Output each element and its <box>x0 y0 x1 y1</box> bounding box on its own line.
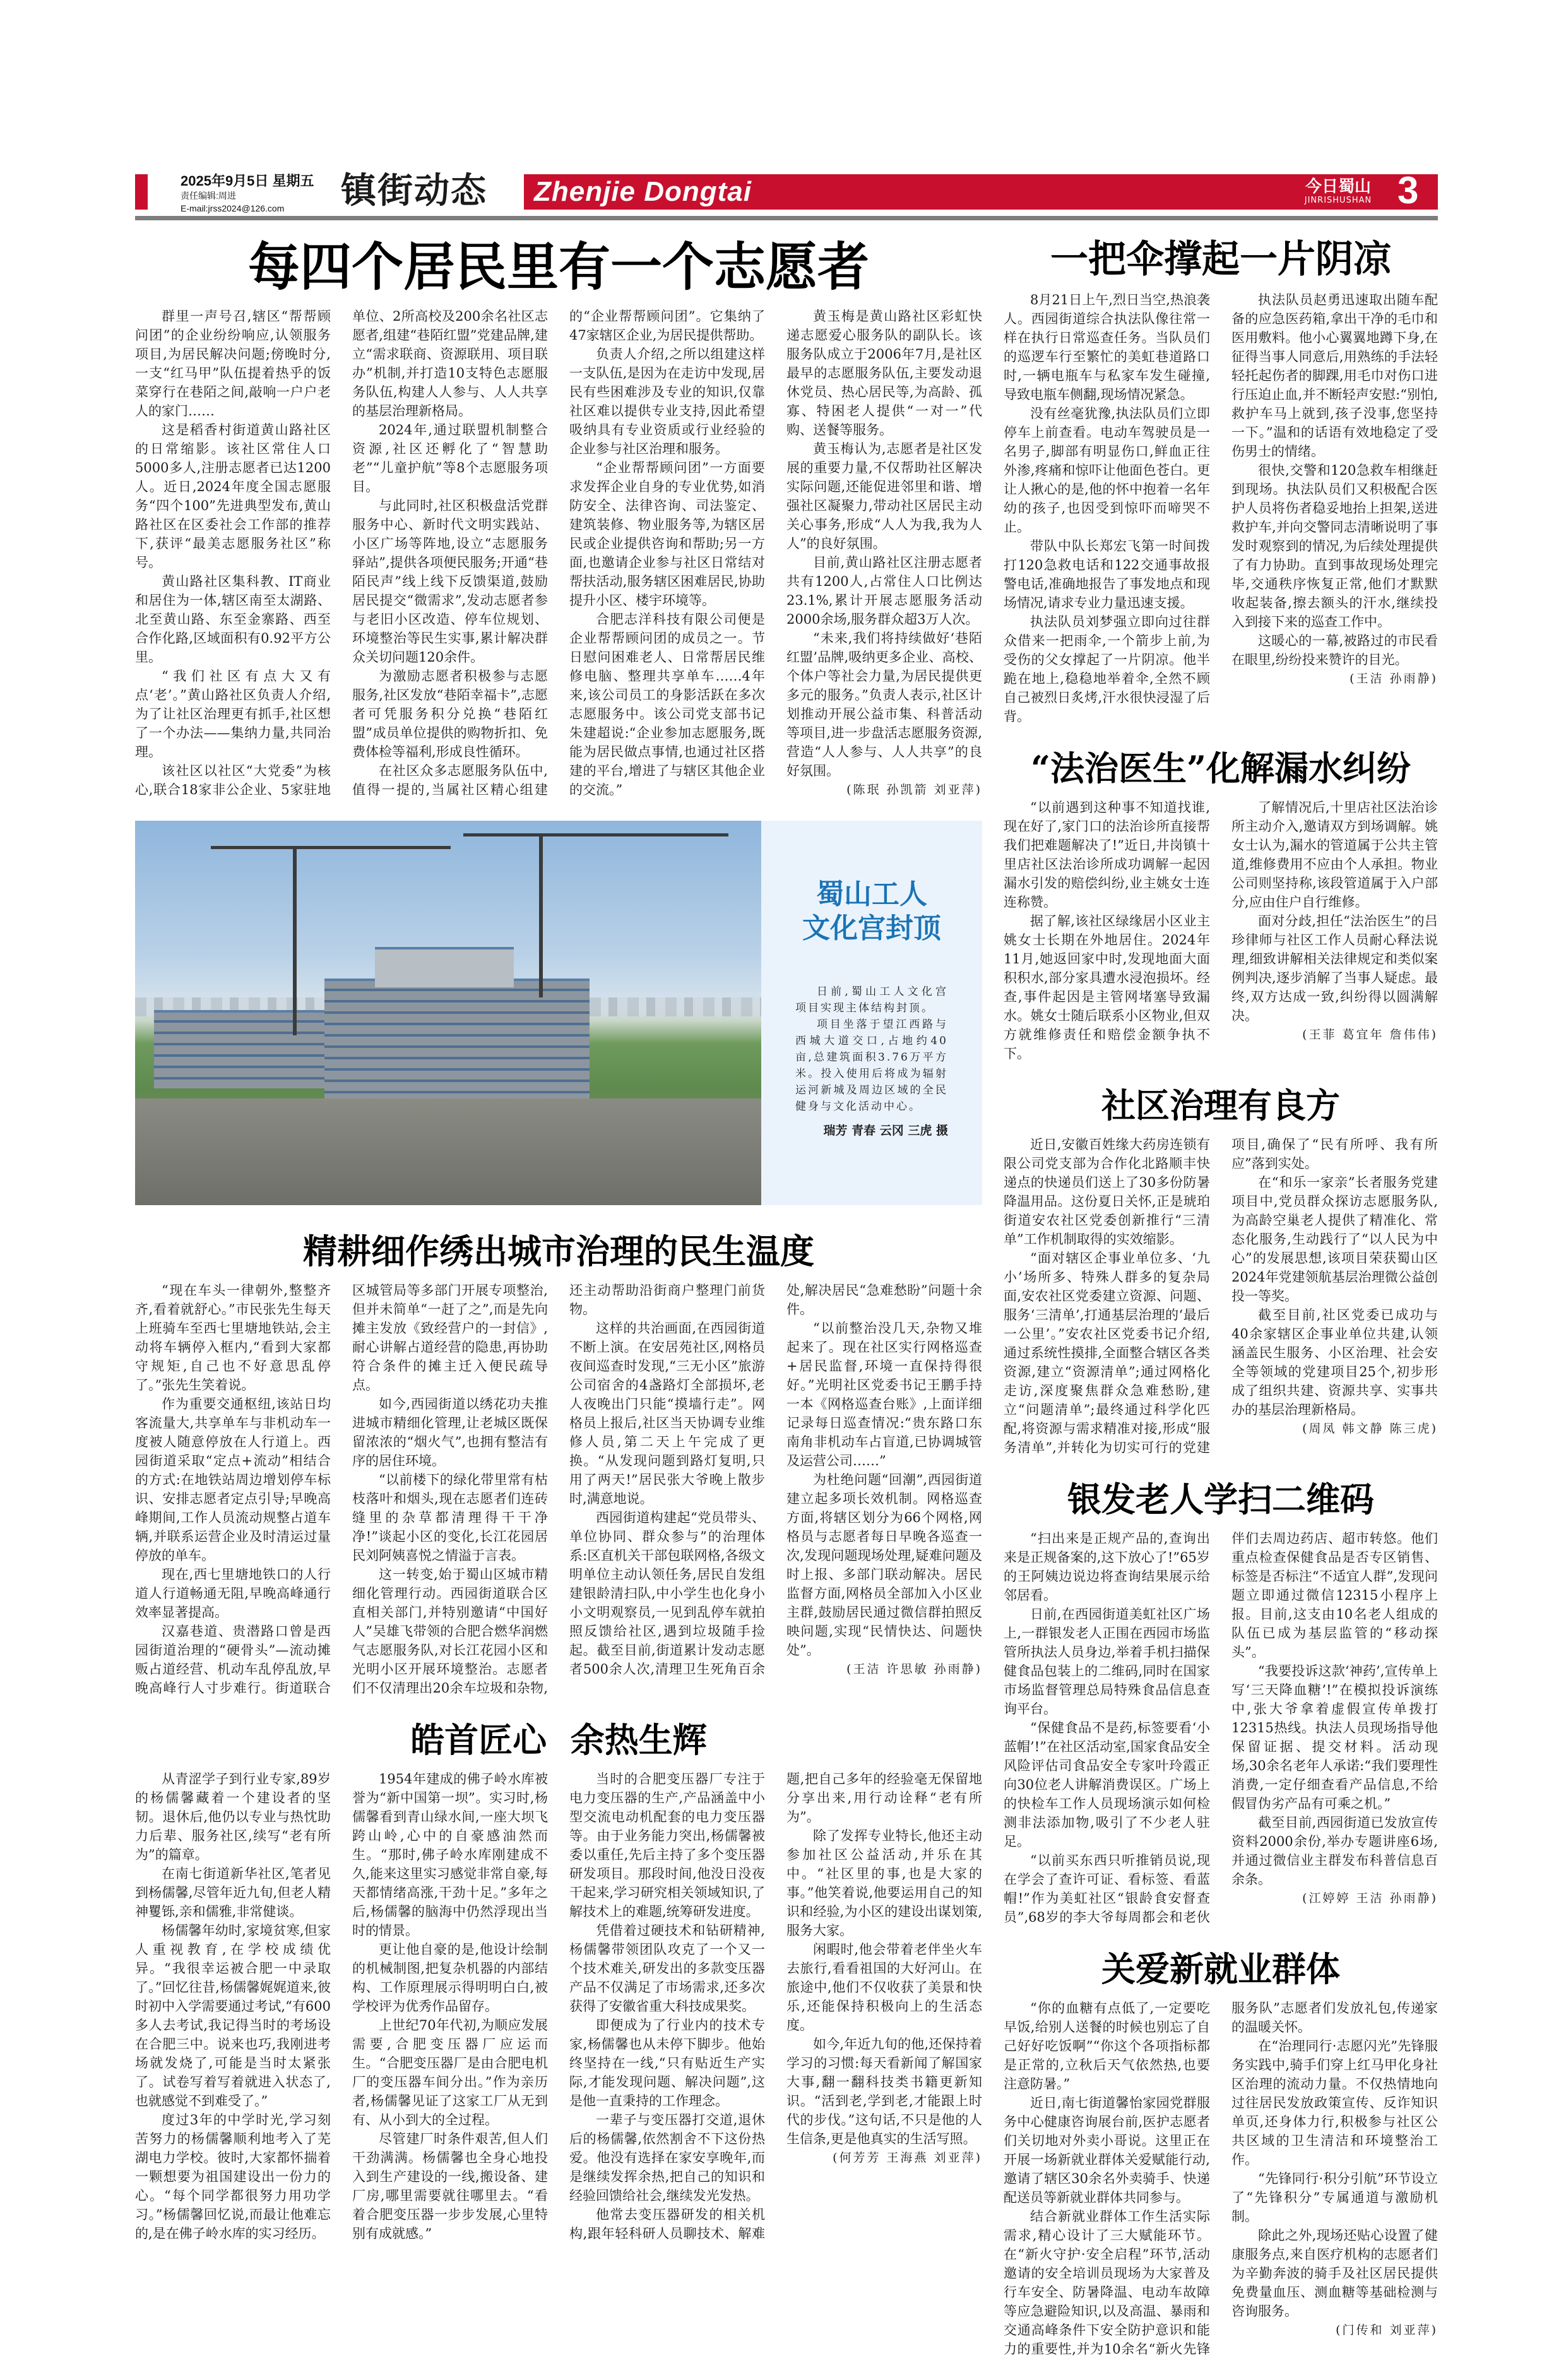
section-title-pinyin: Zhenjie Dongtai <box>534 176 752 207</box>
header-divider <box>135 216 1438 220</box>
page-body <box>135 237 1438 2380</box>
article-paragraph: 与此同时,社区积极盘活党群服务中心、新时代文明实践站、小区广场等阵地,设立“志愿服务驿站”,提供各项便民服务;开通“巷陌民声”线上线下反馈渠道,鼓励居民提交“微需求”,发动志愿者参与老旧小区改造、停车位规划、环境整治等民生实事,累计解决群众关切问题120余件。 <box>352 498 548 665</box>
article-paragraph: 西园街道构建起“党员带头、单位协同、群众参与”的治理体系:区直机关干部包联网格,各级文明单位主动认领任务,居民自发组建银龄清扫队,中小学生也化身小小文明观察员,一见到乱停车就拍照反馈给社区,遇到垃圾随手捡起。截至目前,街道累计发动志愿者500余人次,清理卫生死角百余处,解决居民“急难愁盼”问题十余件。 <box>569 1283 982 1677</box>
photo-caption-text <box>795 984 948 1115</box>
article-paragraph: 凭借着过硬技术和钻研精神,杨儒馨带领团队攻克了一个又一个技术难关,研发出的多款变压器产品不仅满足了市场需求,还多次获得了安徽省重大科技成果奖。 <box>569 1923 765 2014</box>
article-paragraph: 如今,西园街道以绣花功夫推进城市精细化管理,让老城区既保留浓浓的“烟火气”,也拥有整洁有序的居住环境。 <box>352 1396 548 1468</box>
editor-credit: 责任编辑:周进 <box>181 191 236 201</box>
photo-caption-box <box>761 821 982 1205</box>
article-paragraph: “以前买东西只听推销员说,现在学会了查许可证、看标签、看蓝帽!”作为美虹社区“银龄食安督查员”,68岁的李大爷每周都会和老伙伴们去周边药店、超市转悠。他们重点检查保健食品是否专区销售、标签是否标注“不适宜人群”,发现问题立即通过微信12315小程序上报。目前,这支由10名老人组成的队伍已成为基层监管的“移动探头”。 <box>1004 1531 1438 1925</box>
article-paragraph: “先锋同行·积分引航”环节设立了“先锋积分”专属通道与激励机制。 <box>1231 2171 1438 2224</box>
left-column <box>135 237 982 2264</box>
newspaper-name-cn: 今日蜀山 <box>1305 177 1371 196</box>
article-paragraph: 为激励志愿者积极参与志愿服务,社区发放“巷陌幸福卡”,志愿者可凭服务积分兑换“巷陌红盟”成员单位提供的购物折扣、免费体检等福利,形成良性循环。 <box>352 669 548 759</box>
article-paragraph: 1954年建成的佛子岭水库被誉为“新中国第一坝”。实习时,杨儒馨看到青山绿水间,一座大坝飞跨山岭,心中的自豪感油然而生。“那时,佛子岭水库刚建成不久,能来这里实习感觉非常自豪,每天都情绪高涨,干劲十足。”多年之后,杨儒馨的脑海中仍然浮现出当时的情景。 <box>352 1771 548 1938</box>
photo-crane-mast <box>293 846 297 1035</box>
photo-building-main <box>324 979 590 1114</box>
article-paragraph: “未来,我们将持续做好‘巷陌红盟’品牌,吸纳更多企业、高校、个体户等社会力量,为居民提供更多元的服务。”负责人表示,社区计划推动开展公益市集、科普活动等项目,进一步盘活志愿服务资源,营造“人人参与、人人共享”的良好氛围。 <box>786 631 982 778</box>
article-law-doctor <box>1004 747 1438 1063</box>
article-paragraph: 合肥志洋科技有限公司便是企业帮帮顾问团的成员之一。节日慰问困难老人、日常帮居民维修电脑、整理共享单车……4年来,该公司员工的身影活跃在多次志愿服务中。该公司党支部书记朱建超说:“企业参加志愿服务,既能为居民做点事情,也通过社区搭建的平台,增进了与辖区其他企业的交流。” <box>569 612 765 797</box>
article-paragraph: 即便成为了行业内的技术专家,杨儒馨也从未停下脚步。他始终坚持在一线,“只有贴近生产实际,才能发现问题、解决问题”,这是他一直秉持的工作理念。 <box>569 2018 765 2109</box>
article-paragraph: 没有丝毫犹豫,执法队员们立即停车上前查看。电动车驾驶员是一名男子,脚部有明显伤口,鲜血正往外渗,疼痛和惊吓让他面色苍白。更让人揪心的是,他的怀中抱着一名年幼的孩子,也因受到惊吓而啼哭不止。 <box>1004 406 1210 535</box>
article-paragraph: “我要投诉这款‘神药’,宣传单上写‘三天降血糖’!”在模拟投诉演练中,张大爷拿着虚假宣传单拨打12315热线。执法人员现场指导他保留证据、提交材料。活动现场,30余名老年人承诺:“我们要理性消费,一定仔细查看产品信息,不给假冒伪劣产品有可乘之机。” <box>1231 1663 1438 1811</box>
article-paragraph: 作为重要交通枢纽,该站日均客流量大,共享单车与非机动车一度被人随意停放在人行道上。西园街道采取“定点+流动”相结合的方式:在地铁站周边增划停车标识、安排志愿者定点引导;早晚高峰期间,工作人员流动规整占道车辆,并联系运营企业及时清运过量停放的单车。 <box>135 1396 331 1563</box>
article-silver <box>1004 1479 1438 1927</box>
masthead-meta <box>181 173 332 215</box>
right-column <box>1004 237 1438 2380</box>
photo-credit: 瑞芳 青春 云冈 三虎 摄 <box>823 1124 948 1138</box>
article-paragraph: “我们社区有点大又有点‘老’。”黄山路社区负责人介绍,为了让社区治理更有抓手,社区想了一个办法——集纳力量,共同治理。 <box>135 669 331 759</box>
article-craftsman-body <box>135 1770 982 2243</box>
article-refined <box>135 1230 982 1698</box>
article-new-jobs <box>1004 1948 1438 2359</box>
section-title: 镇街动态 <box>341 170 487 211</box>
issue-date: 2025年9月5日 星期五 <box>181 173 314 189</box>
article-paragraph: 汉嘉巷道、贵潜路口曾是西园街道治理的“硬骨头”—流动摊贩占道经营、机动车乱停乱放,早晚高峰行人寸步难行。街道联合区城管局等多部门开展专项整治,但并未简单“一赶了之”,而是先向摊主发放《致经营户的一封信》,耐心讲解占道经营的隐患,再协助符合条件的摊主迁入便民疏导点。 <box>135 1283 548 1696</box>
headline-volunteers: 每四个居民里有一个志愿者 <box>247 237 869 297</box>
photo-construction-ground <box>135 1098 761 1205</box>
headline-craftsman <box>135 1719 982 1761</box>
article-paragraph: 目前,黄山路社区注册志愿者共有1200人,占常住人口比例达23.1%,累计开展志愿服务活动2000余场,服务群众超3万人次。 <box>786 555 982 627</box>
article-paragraph: 这暖心的一幕,被路过的市民看在眼里,纷纷投来赞许的目光。 <box>1231 633 1438 667</box>
article-paragraph: 他常去变压器研发的相关机构,跟年轻科研人员聊技术、解难题,把自己多年的经验毫无保留地分享出来,用行动诠释“老有所为”。 <box>569 1771 982 2241</box>
article-paragraph: 带队中队长郑宏飞第一时间拨打120急救电话和122交通事故报警电话,准确地报告了事发地点和现场情况,请求专业力量迅速支援。 <box>1004 538 1210 610</box>
article-paragraph: 黄玉梅认为,志愿者是社区发展的重要力量,不仅帮助社区解决实际问题,还能促进邻里和谐、增强社区凝聚力,带动社区居民主动关心事务,形成“人人为我,我为人人”的良好氛围。 <box>786 441 982 551</box>
newspaper-name-en: JINRISHUSHAN <box>1304 196 1372 205</box>
article-paragraph: “你的血糖有点低了,一定要吃早饭,给别人送餐的时候也别忘了自己好好吃饭啊”“你这个各项指标都是正常的,立秋后天气依然热,也要注意防暑。” <box>1004 2001 1210 2091</box>
article-paragraph: “现在车头一律朝外,整整齐齐,看着就舒心。”市民张先生每天上班骑车至西七里塘地铁站,会主动将车辆停入框内,“看到大家都守规矩,自己也不好意思乱停了。”张先生笑着说。 <box>135 1283 331 1393</box>
article-paragraph: 在南七街道新华社区,笔者见到杨儒馨,尽管年近九旬,但老人精神矍铄,亲和儒雅,非常健谈。 <box>135 1866 331 1919</box>
article-paragraph: 闲暇时,他会带着老伴坐火车去旅行,看看祖国的大好河山。在旅途中,他们不仅收获了美景和快乐,还能保持积极向上的生活态度。 <box>786 1942 982 2033</box>
article-paragraph: 除了发挥专业特长,他还主动参加社区公益活动,并乐在其中。“社区里的事,也是大家的事。”他笑着说,他要运用自己的知识和经验,为小区的建设出谋划策,服务大家。 <box>786 1828 982 1938</box>
article-paragraph: “扫出来是正规产品的,查询出来是正规备案的,这下放心了!”65岁的王阿姨边说边将查询结果展示给邻居看。 <box>1004 1531 1210 1603</box>
article-paragraph: 这一转变,始于蜀山区城市精细化管理行动。西园街道联合区直相关部门,并特别邀请“中国好人”吴雄飞带领的合肥合燃华润燃气志愿服务队,对长江花园小区和光明小区开展环境整治。志愿者们不仅清理出20余车垃圾和杂物,还主动帮助沿街商户整理门前货物。 <box>352 1283 765 1696</box>
article-paragraph: 在“治理同行·志愿闪光”先锋服务实践中,骑手们穿上红马甲化身社区治理的流动力量。不仅热情地向过往居民发放政策宣传、反诈知识单页,还身体力行,积极参与社区公共区域的卫生清洁和环境整治工作。 <box>1231 2038 1438 2167</box>
headline-craftsman-part2: 余热生辉 <box>570 1720 707 1760</box>
headline-craftsman-part1: 皓首匠心 <box>410 1720 547 1760</box>
article-paragraph: 杨儒馨年幼时,家境贫寒,但家人重视教育,在学校成绩优异。“我很幸运被合肥一中录取了。”回忆往昔,杨儒馨娓娓道来,彼时初中入学需要通过考试,“有600多人去考试,我记得当时的考场设在合肥三中。说来也巧,我刚进考场就发烧了,可能是当时太紧张了。试卷写着写着就进入状态了,也就感觉不到难受了。” <box>135 1923 331 2109</box>
photo-feature <box>135 821 982 1205</box>
article-paragraph: 面对分歧,担任“法治医生”的吕珍律师与社区工作人员耐心释法说理,细致讲解相关法律规定和类似案例判决,逐步消解了当事人疑虑。最终,双方达成一致,纠纷得以圆满解决。 <box>1231 913 1438 1023</box>
article-paragraph: 更让他自豪的是,他设计绘制的机械制图,把复杂机器的内部结构、工作原理展示得明明白白,被学校评为优秀作品留存。 <box>352 1942 548 2014</box>
article-volunteers <box>135 237 982 799</box>
article-byline: (陈珉 孙凯箭 刘亚萍) <box>846 783 982 797</box>
article-paragraph: 8月21日上午,烈日当空,热浪袭人。西园街道综合执法队像往常一样在执行日常巡查任务。当队员们的巡逻车行至繁忙的美虹巷道路口时,一辆电瓶车与私家车发生碰撞,导致电瓶车侧翻,现场情况紧急。 <box>1004 292 1210 402</box>
article-paragraph: 执法队员刘梦强立即向过往群众借来一把雨伞,一个箭步上前,为受伤的父女撑起了一片阴凉。他半跪在地上,稳稳地举着伞,全然不顾自己被烈日炙烤,汗水很快浸湿了后背。 <box>1004 614 1210 724</box>
article-paragraph: 黄山路社区集科教、IT商业和居住为一体,辖区南至太湖路、北至黄山路、东至金寨路、西至合作化路,区域面积有0.92平方公里。 <box>135 574 331 665</box>
news-photo-workers-cultural-palace <box>135 821 761 1205</box>
headline-governance: 社区治理有良方 <box>1101 1085 1340 1126</box>
article-byline: (王洁 许思敏 孙雨静) <box>846 1662 982 1676</box>
article-byline: (王洁 孙雨静) <box>1349 672 1438 686</box>
article-refined-body <box>135 1281 982 1698</box>
article-new-jobs-body <box>1004 1999 1438 2359</box>
newspaper-name <box>1288 178 1389 206</box>
article-paragraph: 很快,交警和120急救车相继赶到现场。执法队员们又积极配合医护人员将伤者稳妥地抬上担架,送进救护车,并向交警同志清晰说明了事发时观察到的情况,为后续处理提供了有力协助。直到事故现场处理完毕,交通秩序恢复正常,他们才默默收起装备,擦去额头的汗水,继续投入到接下来的巡查工作中。 <box>1231 463 1438 629</box>
article-byline: (何芳芳 王海燕 刘亚萍) <box>833 2151 982 2165</box>
article-umbrella-body <box>1004 290 1438 726</box>
article-silver-body <box>1004 1529 1438 1927</box>
headline-law-doctor: “法治医生”化解漏水纠纷 <box>1030 748 1411 788</box>
masthead-red-tab <box>135 174 148 210</box>
photo-building-top <box>375 947 514 987</box>
article-paragraph: 这是稻香村街道黄山路社区的日常缩影。该社区常住人口5000多人,注册志愿者已达1200人。近日,2024年度全国志愿服务“四个100”先进典型发布,黄山路社区在区委社会工作部的推荐下,获评“最美志愿服务社区”称号。 <box>135 422 331 570</box>
article-paragraph: 截至目前,社区党委已成功与40余家辖区企事业单位共建,认领涵盖民生服务、小区治理、社会安全等领域的党建项目25个,初步形成了组织共建、资源共享、实事共办的基层治理新格局。 <box>1231 1307 1438 1417</box>
headline-umbrella: 一把伞撑起一片阴凉 <box>1050 237 1391 282</box>
article-paragraph: 一辈子与变压器打交道,退休后的杨儒馨,依然割舍不下这份热爱。他没有选择在家安享晚年,而是继续发挥余热,把自己的知识和经验回馈给社会,继续发光发热。 <box>569 2112 765 2203</box>
article-paragraph: 了解情况后,十里店社区法治诊所主动介入,邀请双方到场调解。姚女士认为,漏水的管道属于公共主管道,维修费用不应由个人承担。物业公司则坚持称,该段管道属于入户部分,应由住户自行维修。 <box>1231 800 1438 910</box>
page-number: 3 <box>1397 169 1419 211</box>
article-governance <box>1004 1085 1438 1457</box>
article-paragraph: “面对辖区企事业单位多、‘九小’场所多、特殊人群多的复杂局面,安农社区党委建立资源、问题、服务‘三清单’,打通基层治理的‘最后一公里’。”安农社区党委书记介绍,通过系统性摸排,全面整合辖区各类资源,建立“资源清单”;通过网格化走访,深度聚焦群众急难愁盼,建立“问题清单”;最终通过科学化匹配,将资源与需求精准对接,形成“服务清单”,并转化为切实可行的党建项目,确保了“民有所呼、我有所应”落到实处。 <box>1004 1137 1438 1455</box>
article-paragraph: 近日,南七街道馨怡家园党群服务中心健康咨询展台前,医护志愿者们关切地对外卖小哥说。这里正在开展一场新就业群体关爱赋能行动,邀请了辖区30余名外卖骑手、快递配送员等新就业群体共同参与。 <box>1004 2095 1210 2205</box>
headline-silver: 银发老人学扫二维码 <box>1067 1479 1374 1520</box>
article-paragraph: 在“和乐一家亲”长者服务党建项目中,党员群众探访志愿服务队,为高龄空巢老人提供了精准化、常态化服务,生动践行了“以人民为中心”的发展思想,该项目荣获蜀山区2024年党建领航基层治理微公益创投一等奖。 <box>1231 1175 1438 1304</box>
article-byline: (江婷婷 王洁 孙雨静) <box>1302 1891 1438 1905</box>
article-paragraph: 据了解,该社区绿缘居小区业主姚女士长期在外地居住。2024年11月,她返回家中时,发现地面大面积积水,部分家具遭水浸泡损坏。经查,事件起因是主管网堵塞导致漏水。姚女士随后联系小区物业,但双方就维修责任和赔偿金额争执不下。 <box>1004 913 1210 1061</box>
article-paragraph: 为杜绝问题“回潮”,西园街道建立起多项长效机制。网格巡查方面,将辖区划分为66个网格,网格员与志愿者每日早晚各巡查一次,发现问题现场处理,疑难问题及时上报、多部门联动解决。居民监督方面,网格员全部加入小区业主群,鼓励居民通过微信群拍照反映问题,实现“民情快达、问题快处”。 <box>786 1472 982 1658</box>
headline-refined-governance: 精耕细作绣出城市治理的民生温度 <box>303 1231 814 1271</box>
photo-caption-title-line1: 蜀山工人 <box>816 878 927 910</box>
article-paragraph: 该社区以社区“大党委”为核心,联合18家非公企业、5家驻地单位、2所高校及200余名社区志愿者,组建“巷陌红盟”党建品牌,建立“需求联商、资源联用、项目联办”机制,并打造10支特色志愿服务队伍,构建人人参与、人人共享的基层治理新格局。 <box>135 309 548 797</box>
article-paragraph: 当时的合肥变压器厂专注于电力变压器的生产,产品涵盖中小型交流电动机配套的电力变压器等。由于业务能力突出,杨儒馨被委以重任,先后主持了多个变压器研发项目。那段时间,他没日没夜干起来,学习研究相关领域知识,了解技术上的难题,统筹研发进度。 <box>569 1771 765 1919</box>
article-law-doctor-body <box>1004 798 1438 1063</box>
article-byline: (周凤 韩文静 陈三虎) <box>1302 1422 1438 1436</box>
caption-paragraph: 日前,蜀山工人文化宫项目实现主体结构封顶。 <box>795 985 948 1014</box>
article-paragraph: 如今,年近九旬的他,还保持着学习的习惯:每天看新闻了解国家大事,翻一翻科技类书籍更新知识。“活到老,学到老,才能跟上时代的步伐。”这句话,不只是他的人生信条,更是他真实的生活写照。 <box>786 2037 982 2146</box>
article-governance-body <box>1004 1135 1438 1457</box>
article-paragraph: 2024年,通过联盟机制整合资源,社区还孵化了“智慧助老”“儿童护航”等8个志愿服务项目。 <box>352 422 548 494</box>
article-paragraph: 除此之外,现场还贴心设置了健康服务点,来自医疗机构的志愿者们为辛勤奔波的骑手及社区居民提供免费量血压、测血糖等基础检测与咨询服务。 <box>1231 2228 1438 2319</box>
article-paragraph: “以前整治没几天,杂物又堆起来了。现在社区实行网格巡查+居民监督,环境一直保持得很好。”光明社区党委书记王鹏手持一本《网格巡查台账》,上面详细记录每日巡查情况:“贵东路口东南角非机动车占盲道,已协调城管及运营公司……” <box>786 1321 982 1468</box>
article-craftsman <box>135 1719 982 2243</box>
article-volunteers-body <box>135 307 982 799</box>
article-paragraph: 截至目前,西园街道已发放宣传资料2000余份,举办专题讲座6场,并通过微信业主群发布科普信息百余条。 <box>1231 1815 1438 1887</box>
article-byline: (王菲 葛宜年 詹伟伟) <box>1302 1028 1438 1042</box>
article-paragraph: 度过3年的中学时光,学习刻苦努力的杨儒馨顺利地考入了芜湖电力学校。彼时,大家都怀揣着一颗想要为祖国建设出一份力的心。“每个同学都很努力用功学习。”杨儒馨回忆说,而最让他难忘的,是在佛子岭水库的实习经历。 <box>135 2112 331 2241</box>
contact-email: E-mail:jrss2024@126.com <box>181 203 285 213</box>
headline-new-jobs: 关爱新就业群体 <box>1101 1949 1340 1989</box>
article-paragraph: 在社区众多志愿服务队伍中,值得一提的,当属社区精心组建的“企业帮帮顾问团”。它集纳了47家辖区企业,为居民提供帮助。 <box>352 309 765 797</box>
article-paragraph: “以前遇到这种事不知道找谁,现在好了,家门口的法治诊所直接帮我们把难题解决了!”近日,井岗镇十里店社区法治诊所成功调解一起因漏水引发的赔偿纠纷,业主姚女士连连称赞。 <box>1004 800 1210 910</box>
article-paragraph: “保健食品不是药,标签要看‘小蓝帽’!”在社区活动室,国家食品安全风险评估司食品安全专家叶玲霞正向30位老人讲解消费误区。广场上的快检车工作人员现场演示如何检测非法添加物,吸引了不少老人驻足。 <box>1004 1720 1210 1849</box>
photo-caption-title-line2: 文化宫封顶 <box>802 912 941 944</box>
article-paragraph: 负责人介绍,之所以组建这样一支队伍,是因为在走访中发现,居民有些困难涉及专业的知识,仅靠社区难以提供专业支持,因此希望吸纳具有专业资质或行业经验的企业参与社区治理和服务。 <box>569 347 765 456</box>
article-umbrella <box>1004 237 1438 726</box>
article-paragraph: 尽管建厂时条件艰苦,但人们干劲满满。杨儒馨也全身心地投入到生产建设的一线,搬设备、建厂房,哪里需要就往哪里去。“看着合肥变压器一步步发展,心里特别有成就感。” <box>352 2131 548 2241</box>
article-paragraph: 从青涩学子到行业专家,89岁的杨儒馨藏着一个建设者的坚韧。退休后,他仍以专业与热忱助力后辈、服务社区,续写“老有所为”的篇章。 <box>135 1771 331 1862</box>
article-paragraph: 现在,西七里塘地铁口的人行道人行道畅通无阻,早晚高峰通行效率显著提高。 <box>135 1567 331 1620</box>
article-paragraph: 日前,在西园街道美虹社区广场上,一群银发老人正围在西园市场监管所执法人员身边,举着手机扫描保健食品包装上的二维码,同时在国家市场监督管理总局特殊食品信息查询平台。 <box>1004 1607 1210 1717</box>
article-paragraph: 群里一声号召,辖区“帮帮顾问团”的企业纷纷响应,认领服务项目,为居民解决问题;傍晚时分,一支“红马甲”队伍提着热乎的饭菜穿行在巷陌之间,敲响一户户老人的家门…… <box>135 309 331 419</box>
photo-caption-title <box>795 878 948 946</box>
article-paragraph: 执法队员赵勇迅速取出随车配备的应急医药箱,拿出干净的毛巾和医用敷料。他小心翼翼地蹲下身,在征得当事人同意后,用熟练的手法轻轻托起伤者的脚踝,用毛巾对伤口进行压迫止血,并不断轻声安慰:“别怕,救护车马上就到,孩子没事,您坚持一下。”温和的话语有效地稳定了受伤男士的情绪。 <box>1231 292 1438 459</box>
article-paragraph: “以前楼下的绿化带里常有枯枝落叶和烟头,现在志愿者们连砖缝里的杂草都清理得干干净净!”谈起小区的变化,长江花园居民刘阿姨喜悦之情溢于言表。 <box>352 1472 548 1563</box>
article-paragraph: 结合新就业群体工作生活实际需求,精心设计了三大赋能环节。在“新火守护·安全启程”环节,活动邀请的安全培训员现场为大家普及行车安全、防暑降温、电动车故障等应急避险知识,以及高温、暴雨和交通高峰条件下安全防护意识和能力的重要性,并为10余名“新火先锋服务队”志愿者们发放礼包,传递家的温暖关怀。 <box>1004 2001 1438 2357</box>
article-paragraph: 这样的共治画面,在西园街道不断上演。在安居苑社区,网格员夜间巡查时发现,“三无小区”旅游公司宿舍的4盏路灯全部损坏,老人夜晚出门只能“摸墙行走”。网格员上报后,社区当天协调专业维修人员,第二天上午完成了更换。“从发现问题到路灯复明,只用了两天!”居民张大爷晚上散步时,满意地说。 <box>569 1321 765 1506</box>
article-paragraph: 上世纪70年代初,为顺应发展需要,合肥变压器厂应运而生。“合肥变压器厂是由合肥电机厂的变压器车间分出。”作为亲历者,杨儒馨见证了这家工厂从无到有、从小到大的全过程。 <box>352 2018 548 2127</box>
photo-crane-jib <box>211 846 451 849</box>
article-byline: (门传和 刘亚萍) <box>1336 2323 1438 2337</box>
photo-crane-jib-2 <box>463 833 728 836</box>
article-paragraph: 黄玉梅是黄山路社区彩虹快递志愿爱心服务队的副队长。该服务队成立于2006年7月,是社区最早的志愿服务队伍,主要发动退休党员、热心居民等,为高龄、孤寡、特困老人提供“一对一”代购、送餐等服务。 <box>786 309 982 437</box>
photo-crane-mast-2 <box>539 833 543 997</box>
caption-paragraph: 项目坐落于望江西路与西城大道交口,占地约40亩,总建筑面积3.76万平方米。投入使用后将成为辐射运河新城及周边区域的全民健身与文化活动中心。 <box>795 1018 948 1113</box>
article-paragraph: “企业帮帮顾问团”一方面要求发挥企业自身的专业优势,如消防安全、法律咨询、司法鉴定、建筑装修、物业服务等,为辖区居民或企业提供咨询和帮助;另一方面,也邀请企业参与社区日常结对帮扶活动,服务辖区困难居民,协助提升小区、楼宇环境等。 <box>569 460 765 608</box>
article-paragraph: 近日,安徽百姓缘大药房连锁有限公司党支部为合作化北路顺丰快递点的快递员们送上了30多份防暑降温用品。这份夏日关怀,正是琥珀街道安农社区党委创新推行“三清单”工作机制取得的实效缩影。 <box>1004 1137 1210 1247</box>
